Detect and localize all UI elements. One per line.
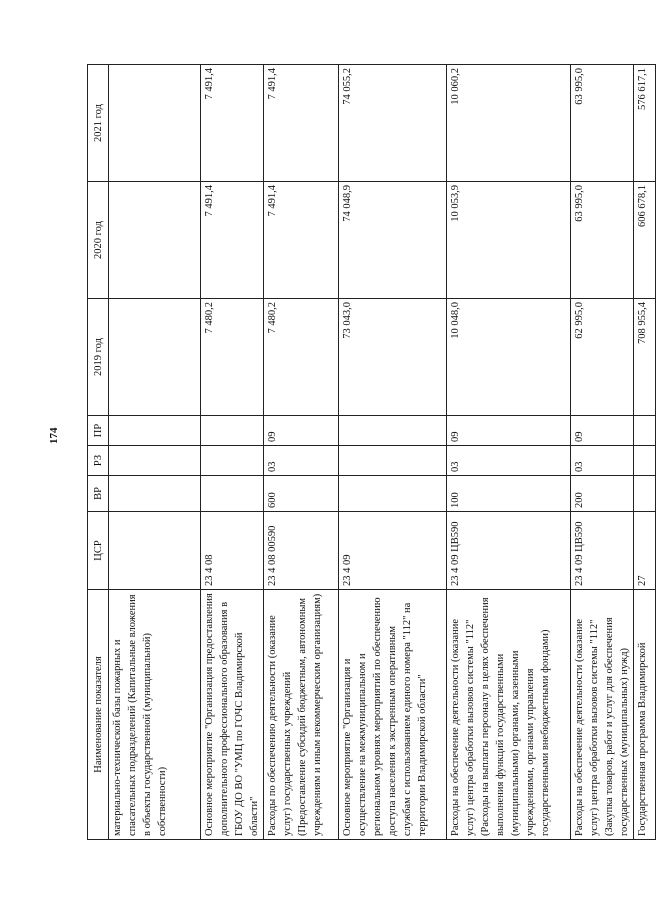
cell-pr: 09: [571, 416, 634, 446]
table-row: [201, 65, 264, 840]
cell-2021: 74 055,2: [339, 65, 447, 182]
cell-2021: 576 617,1: [634, 65, 656, 182]
cell-csr: 23 4 08 00590: [264, 512, 339, 590]
cell-2021: 10 060,2: [447, 65, 571, 182]
cell-2020: 74 048,9: [339, 182, 447, 299]
header-2020: 2020 год: [88, 182, 109, 299]
cell-name: Основное мероприятие "Организация предоставления дополнительного профессионального образования в ГБОУ ДО ВО "УМЦ по ГОЧС Владимирской области": [201, 590, 264, 840]
cell-2019: [109, 299, 201, 416]
cell-name: Расходы на обеспечение деятельности (оказание услуг) центра обработки вызовов системы "112" (Закупка товаров, работ и услуг для обеспечения государственных (муниципальных) нужд): [571, 590, 634, 840]
cell-name: Государственная программа Владимирской: [634, 590, 656, 840]
cell-name: Основное мероприятие "Организация и осуществление на межмуниципальном и региональном уровнях мероприятий по обеспечению доступа населения к экстренным оперативным службам с использованием единого номера "112" на территории Владимирской области": [339, 590, 447, 840]
cell-2021: 7 491,4: [201, 65, 264, 182]
cell-rz: [634, 446, 656, 476]
cell-rz: 03: [447, 446, 571, 476]
cell-2019: 10 048,0: [447, 299, 571, 416]
page-number: 174: [48, 427, 60, 444]
table-row: [109, 65, 201, 840]
cell-rz: [109, 446, 201, 476]
cell-2021: [109, 65, 201, 182]
cell-vr: 200: [571, 476, 634, 512]
cell-2019: 73 043,0: [339, 299, 447, 416]
table-row: [571, 65, 634, 840]
cell-pr: [201, 416, 264, 446]
header-2019: 2019 год: [88, 299, 109, 416]
cell-rz: 03: [264, 446, 339, 476]
cell-pr: [109, 416, 201, 446]
table-row: [447, 65, 571, 840]
table-header-row: [88, 65, 109, 840]
header-name: Наименование показателя: [88, 590, 109, 840]
cell-csr: 23 4 09 ЦВ590: [447, 512, 571, 590]
budget-table: [87, 64, 656, 840]
cell-vr: 600: [264, 476, 339, 512]
header-csr: ЦСР: [88, 512, 109, 590]
cell-name: Расходы на обеспечение деятельности (оказание услуг) центра обработки вызовов системы "112" (Расходы на выплаты персоналу в целях обеспечения выполнения функций государственными (муниципальными) органами, казенными учреждениями, органами управления государственными внебюджетными фондами): [447, 590, 571, 840]
cell-pr: [634, 416, 656, 446]
cell-pr: [339, 416, 447, 446]
cell-rz: [201, 446, 264, 476]
cell-2020: 7 491,4: [264, 182, 339, 299]
header-vr: ВР: [88, 476, 109, 512]
table-row: [339, 65, 447, 840]
cell-vr: [201, 476, 264, 512]
cell-name: материально-технической базы пожарных и спасательных подразделений (Капитальные вложения в объекты государственной (муниципальной) собственности): [109, 590, 201, 840]
cell-csr: [109, 512, 201, 590]
cell-2020: [109, 182, 201, 299]
cell-csr: 23 4 08: [201, 512, 264, 590]
cell-pr: 09: [264, 416, 339, 446]
cell-vr: [634, 476, 656, 512]
cell-pr: 09: [447, 416, 571, 446]
cell-csr: 23 4 09 ЦВ590: [571, 512, 634, 590]
cell-rz: 03: [571, 446, 634, 476]
cell-2021: 63 995,0: [571, 65, 634, 182]
cell-2020: 7 491,4: [201, 182, 264, 299]
cell-2019: 7 480,2: [201, 299, 264, 416]
cell-2019: 7 480,2: [264, 299, 339, 416]
cell-2019: 62 995,0: [571, 299, 634, 416]
cell-2020: 63 995,0: [571, 182, 634, 299]
header-rz: РЗ: [88, 446, 109, 476]
cell-vr: [109, 476, 201, 512]
header-2021: 2021 год: [88, 65, 109, 182]
table-row: [634, 65, 656, 840]
table-row: [264, 65, 339, 840]
cell-2020: 10 053,9: [447, 182, 571, 299]
cell-name: Расходы по обеспечению деятельности (оказание услуг) государственных учреждений (Предоставление субсидий бюджетным, автономным учреждениям и иным некоммерческим организациям): [264, 590, 339, 840]
cell-vr: [339, 476, 447, 512]
header-pr: ПР: [88, 416, 109, 446]
cell-2020: 606 678,1: [634, 182, 656, 299]
cell-2021: 7 491,4: [264, 65, 339, 182]
cell-2019: 708 955,4: [634, 299, 656, 416]
cell-vr: 100: [447, 476, 571, 512]
cell-csr: 27: [634, 512, 656, 590]
cell-rz: [339, 446, 447, 476]
cell-csr: 23 4 09: [339, 512, 447, 590]
rotated-table-wrapper: [87, 65, 656, 840]
